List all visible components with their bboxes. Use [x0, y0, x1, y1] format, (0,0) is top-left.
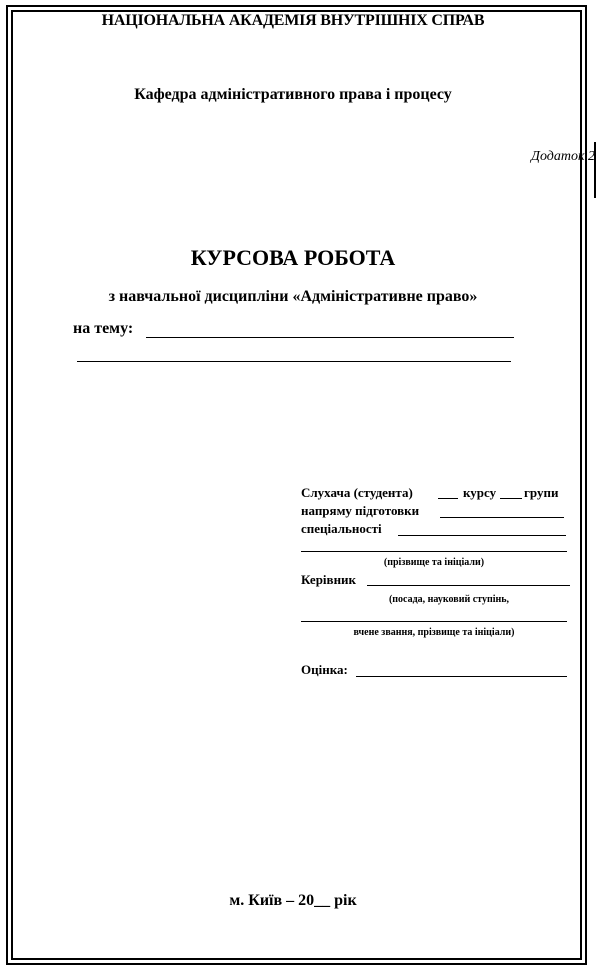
course-label: курсу	[463, 485, 497, 500]
specialty-label: спеціальності	[301, 521, 382, 536]
institution-name: НАЦІОНАЛЬНА АКАДЕМІЯ ВНУТРІШНІХ СПРАВ	[101, 12, 485, 29]
listener-label: Слухача (студента)	[301, 485, 413, 500]
direction-label: напряму підготовки	[301, 503, 420, 518]
name-line	[301, 551, 567, 552]
document-title: КУРСОВА РОБОТА	[190, 245, 396, 270]
topic-line-1	[146, 337, 514, 338]
topic-line-2	[77, 361, 511, 362]
supervisor-line	[367, 585, 570, 586]
discipline-line: з навчальної дисципліни «Адміністративне право»	[108, 288, 478, 305]
appendix-label: Додаток 2	[531, 149, 595, 164]
direction-line	[440, 517, 564, 518]
supervisor-label: Керівник	[301, 572, 357, 587]
supervisor-line-2	[301, 621, 567, 622]
listener-row	[301, 485, 413, 501]
inner-border	[11, 10, 582, 960]
course-blank	[438, 498, 458, 499]
place-year: м. Київ – 20__ рік	[229, 892, 357, 909]
department-name: Кафедра адміністративного права і процесу	[134, 86, 452, 103]
supervisor-caption-2: вчене звання, прізвище та ініціали)	[353, 627, 515, 638]
topic-label: на тему:	[73, 320, 134, 337]
specialty-line	[398, 535, 566, 536]
grade-line	[356, 676, 567, 677]
group-label: групи	[524, 485, 559, 500]
supervisor-caption-1: (посада, науковий ступінь,	[388, 594, 510, 605]
grade-label: Оцінка:	[301, 662, 348, 677]
name-caption: (прізвище та ініціали)	[383, 557, 485, 568]
group-blank	[500, 498, 522, 499]
